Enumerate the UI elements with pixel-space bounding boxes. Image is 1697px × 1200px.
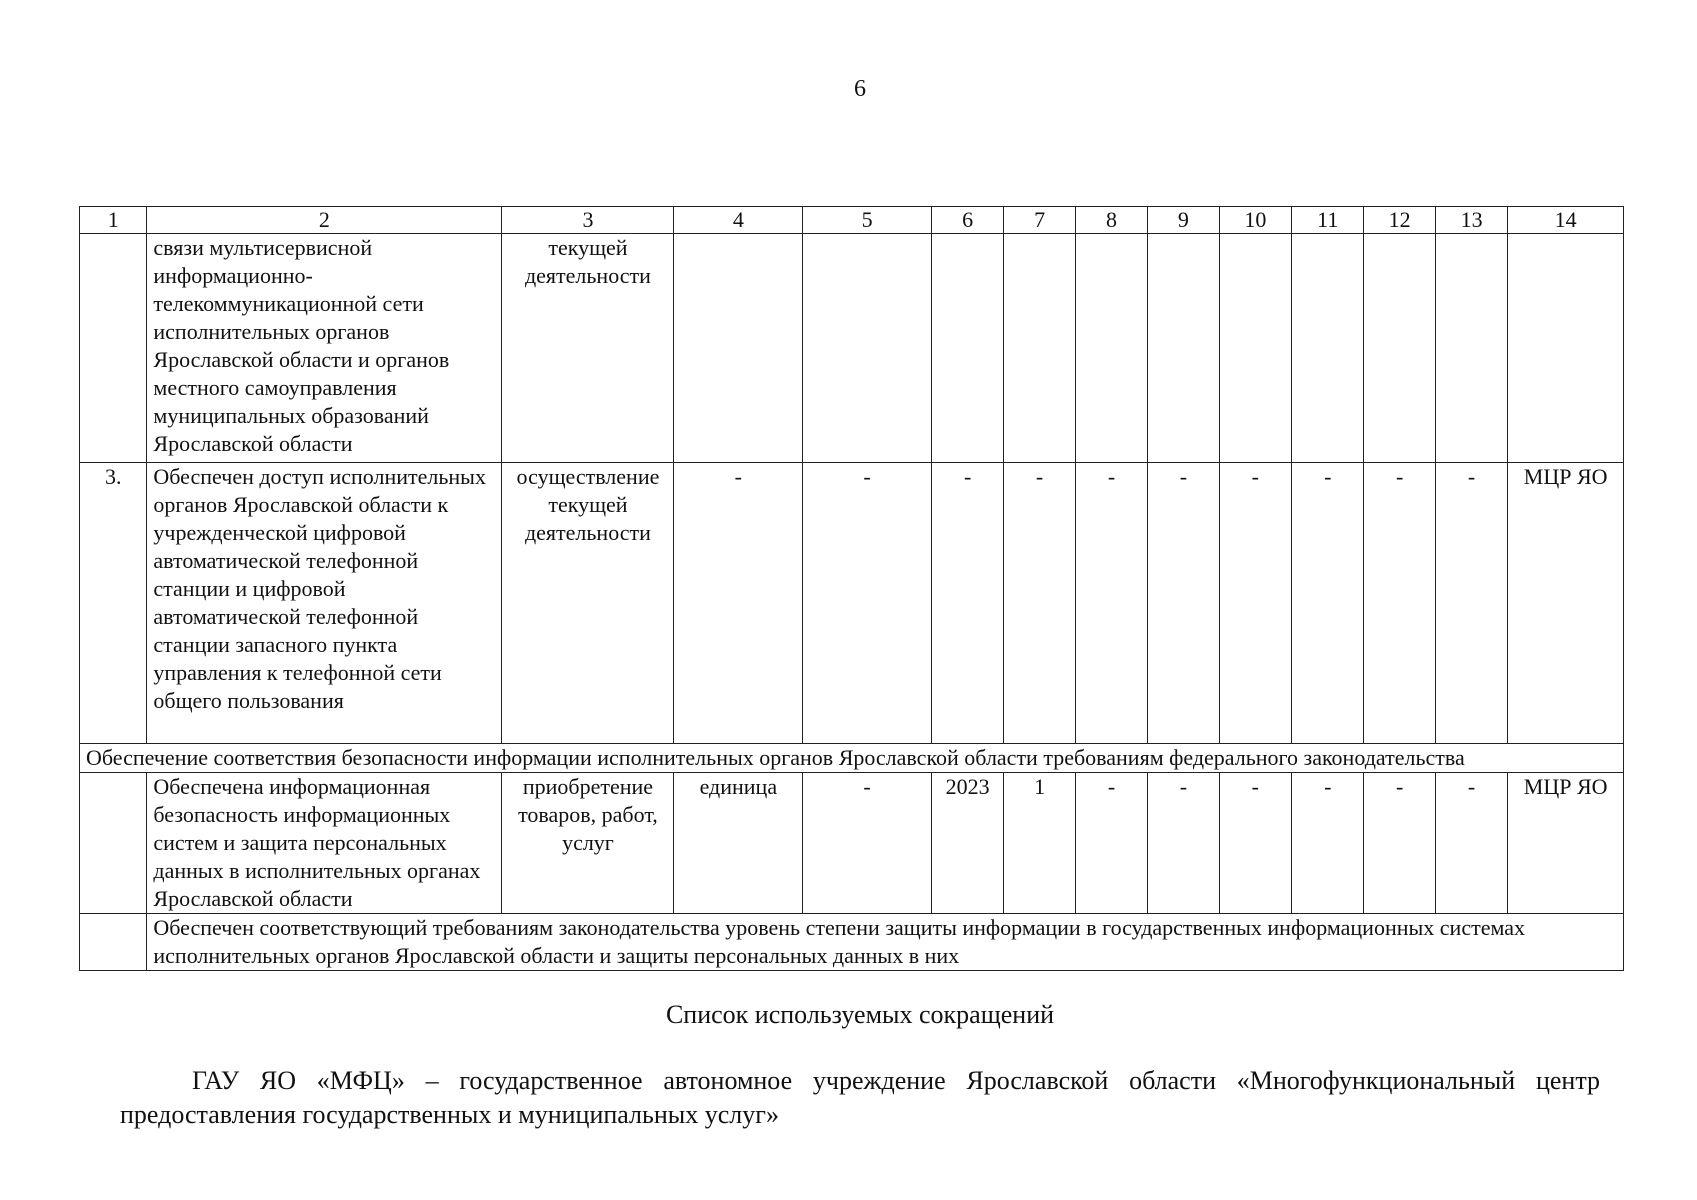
table-cell xyxy=(80,773,147,914)
table-cell: 1 xyxy=(1004,773,1075,914)
table-cell: - xyxy=(803,463,932,744)
column-header: 10 xyxy=(1219,207,1291,234)
table-cell: МЦР ЯО xyxy=(1508,773,1624,914)
abbreviations-title: Список используемых сокращений xyxy=(665,1000,1055,1029)
table-row xyxy=(80,773,1624,914)
table-cell: - xyxy=(1075,463,1147,744)
table-cell xyxy=(1364,234,1435,463)
table-cell xyxy=(80,914,147,971)
table-cell: единица xyxy=(674,773,803,914)
column-header: 1 xyxy=(80,207,147,234)
table-cell: - xyxy=(1148,463,1219,744)
table-cell: - xyxy=(1219,463,1291,744)
column-header: 2 xyxy=(147,207,502,234)
table-cell: - xyxy=(1292,463,1364,744)
abbreviation-item: ГАУ ЯО «МФЦ» – государственное автономное учреждение Ярославской области «Многофункциональный центр предоставления государственных и муниципальных услуг» xyxy=(120,1066,1600,1129)
table-cell: - xyxy=(1435,463,1507,744)
column-header: 8 xyxy=(1075,207,1147,234)
column-header: 5 xyxy=(803,207,932,234)
table-cell xyxy=(1219,234,1291,463)
column-header: 13 xyxy=(1435,207,1507,234)
column-header: 12 xyxy=(1364,207,1435,234)
table-cell: приобретение товаров, работ, услуг xyxy=(502,773,674,914)
table-cell xyxy=(674,234,803,463)
table-cell: - xyxy=(1292,773,1364,914)
section-title: Обеспечение соответствия безопасности информации исполнительных органов Ярославской области требованиям федерального законодательства xyxy=(80,744,1624,773)
column-header: 3 xyxy=(502,207,674,234)
activity-table xyxy=(79,206,1624,971)
table-cell: - xyxy=(1148,773,1219,914)
table-cell: - xyxy=(1219,773,1291,914)
table-cell xyxy=(1292,234,1364,463)
table-row xyxy=(80,914,1624,971)
page-number: 6 xyxy=(854,76,866,102)
table-cell: - xyxy=(1435,773,1507,914)
table-cell: - xyxy=(803,773,932,914)
table-cell: связи мультисервисной информационно-телекоммуникационной сети исполнительных органов Ярославской области и органов местного самоуправления муниципальных образований Ярославской области xyxy=(147,234,502,463)
table-header-row xyxy=(80,207,1624,234)
column-header: 6 xyxy=(931,207,1003,234)
table-cell xyxy=(931,234,1003,463)
row-number: 3. xyxy=(80,463,147,744)
table-cell xyxy=(80,234,147,463)
table-cell: текущей деятельности xyxy=(502,234,674,463)
table-cell xyxy=(1508,234,1624,463)
column-header: 4 xyxy=(674,207,803,234)
column-header: 9 xyxy=(1148,207,1219,234)
table-cell: - xyxy=(1364,773,1435,914)
section-row xyxy=(80,744,1624,773)
result-cell: Обеспечен соответствующий требованиям законодательства уровень степени защиты информации в государственных информационных системах исполнительных органов Ярославской области и защиты персональных данных в них xyxy=(147,914,1624,971)
column-header: 11 xyxy=(1292,207,1364,234)
column-header: 7 xyxy=(1004,207,1075,234)
table-cell: - xyxy=(1075,773,1147,914)
table-cell: 2023 xyxy=(931,773,1003,914)
table-cell: - xyxy=(1364,463,1435,744)
table-cell: Обеспечен доступ исполнительных органов Ярославской области к учрежденческой цифровой автоматической телефонной станции и цифровой автоматической телефонной станции запасного пункта управления к телефонной сети общего пользования xyxy=(147,463,502,744)
column-header: 14 xyxy=(1508,207,1624,234)
table-cell xyxy=(1004,234,1075,463)
table-cell: - xyxy=(674,463,803,744)
table-cell: - xyxy=(1004,463,1075,744)
table-cell: осуществление текущей деятельности xyxy=(502,463,674,744)
table-row xyxy=(80,234,1624,463)
table-cell xyxy=(1435,234,1507,463)
table-cell: МЦР ЯО xyxy=(1508,463,1624,744)
table-cell: Обеспечена информационная безопасность информационных систем и защита персональных данных в исполнительных органах Ярославской области xyxy=(147,773,502,914)
table-row xyxy=(80,463,1624,744)
table-cell xyxy=(803,234,932,463)
table-cell xyxy=(1148,234,1219,463)
table-cell: - xyxy=(931,463,1003,744)
table-cell xyxy=(1075,234,1147,463)
